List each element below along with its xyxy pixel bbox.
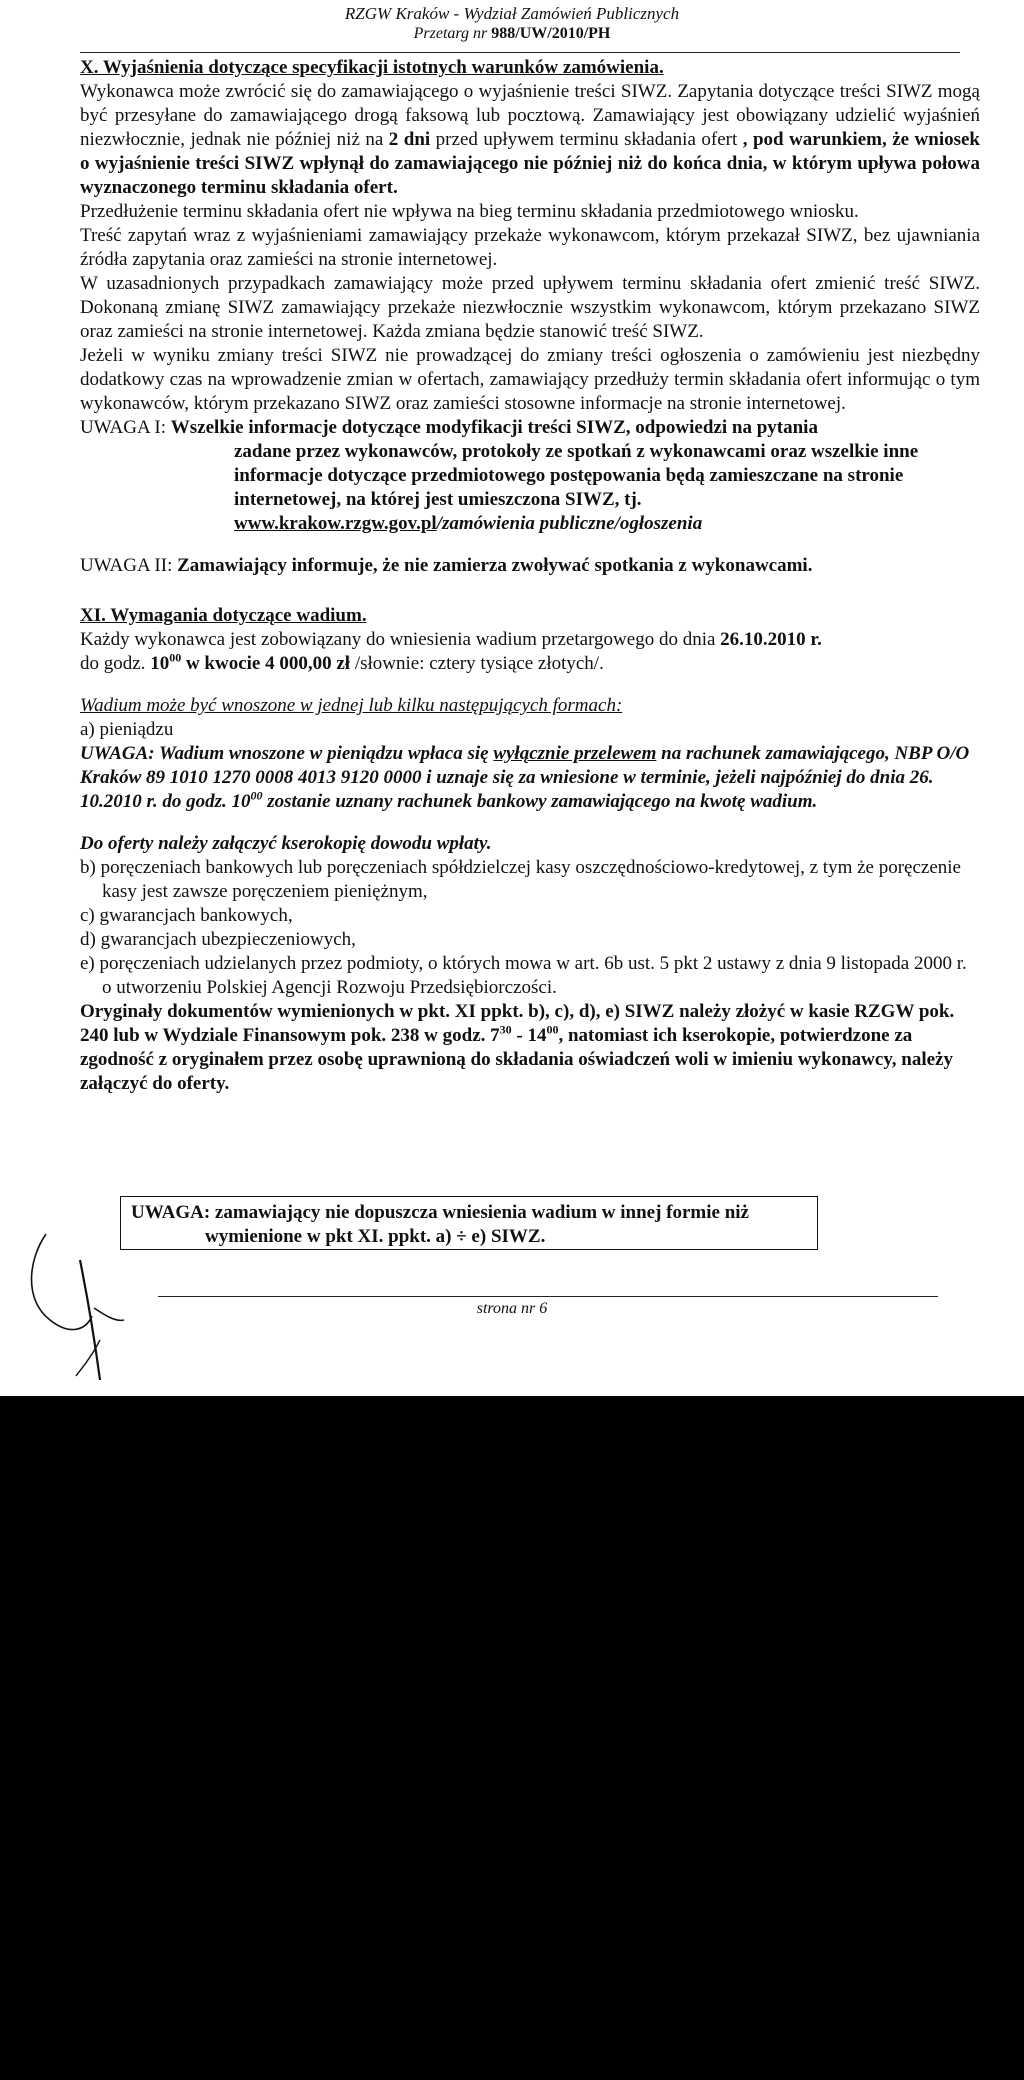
section-x-paragraph-3: Treść zapytań wraz z wyjaśnieniami zamawiający przekaże wykonawcom, którym przekazał SIWZ, bez ujawniania źródła zapytania oraz zamieści na stronie internetowej. bbox=[80, 225, 980, 270]
document-body bbox=[80, 56, 980, 1096]
website-link[interactable]: www.krakow.rzgw.gov.pl bbox=[234, 513, 437, 534]
form-item-b: b) poręczeniach bankowych lub poręczeniach spółdzielczej kasy oszczędnościowo-kredytowej, z tym że poręczenie kasy jest zawsze poręczeniem pieniężnym, bbox=[80, 857, 961, 902]
section-x-paragraph-1: Wykonawca może zwrócić się do zamawiającego o wyjaśnienie treści SIWZ. Zapytania dotyczące treści SIWZ mogą być przesyłane do zamawiającego drogą faksową lub pocztową. Zamawiający jest obowiązany udzielić wyjaśnień niezwłocznie, jednak nie później niż na 2 dni przed upływem terminu składania ofert , pod warunkiem, że wniosek o wyjaśnienie treści SIWZ wpłynął do zamawiającego nie później niż do końca dnia, w którym upływa połowa wyznaczonego terminu składania ofert. bbox=[80, 81, 981, 198]
header-institution: RZGW Kraków - Wydział Zamówień Publicznych bbox=[344, 4, 680, 23]
uwaga-wadium-cash: UWAGA: Wadium wnoszone w pieniądzu wpłaca się wyłącznie przelewem na rachunek zamawiającego, NBP O/O Kraków 89 1010 1270 0008 4013 9120 0000 i uznaje się za wniesione w terminie, jeżeli najpóźniej do dnia 26. 10.2010 r. do godz. $10^{00}$ zostanie uznany rachunek bankowy zamawiającego na kwotę wadium. bbox=[80, 743, 970, 812]
section-x-paragraph-4: W uzasadnionych przypadkach zamawiający może przed upływem terminu składania ofert zmienić treść SIWZ. Dokonaną zmianę SIWZ zamawiający przekaże niezwłocznie wszystkim wykonawcom, którym przekazano SIWZ oraz zamieści na stronie internetowej. Każda zmiana będzie stanowić treść SIWZ. bbox=[80, 273, 980, 342]
form-item-c: c) gwarancjach bankowych, bbox=[80, 905, 293, 926]
header-rule bbox=[80, 52, 960, 53]
uwaga-box-line-2: wymienione w pkt XI. ppkt. a) ÷ e) SIWZ. bbox=[205, 1226, 546, 1247]
section-x-paragraph-2: Przedłużenie terminu składania ofert nie wpływa na bieg terminu składania przedmiotowego wniosku. bbox=[80, 201, 859, 222]
form-item-e: e) poręczeniach udzielanych przez podmioty, o których mowa w art. 6b ust. 5 pkt 2 ustawy z dnia 9 listopada 2000 r. o utworzeniu Polskiej Agencji Rozwoju Przedsiębiorczości. bbox=[80, 953, 967, 998]
section-x-paragraph-5: Jeżeli w wyniku zmiany treści SIWZ nie prowadzącej do zmiany treści ogłoszenia o zamówieniu jest niezbędny dodatkowy czas na wprowadzenie zmian w ofertach, zamawiający przedłuży termin składania ofert informując o tym wykonawców, którym przekazano SIWZ oraz zamieści stosowne informacje na stronie internetowej. bbox=[80, 345, 980, 414]
running-header bbox=[0, 4, 1024, 44]
originals-paragraph: Oryginały dokumentów wymienionych w pkt. XI ppkt. b), c), d), e) SIWZ należy złożyć w kasie RZGW pok. 240 lub w Wydziale Finansowym pok. 238 w godz. $7^{30} - 14^{00}$, natomiast ich kserokopie, potwierdzone za zgodność z oryginałem przez osobę uprawnioną do składania oświadczeń woli w imieniu wykonawcy, należy załączyć do oferty. bbox=[80, 1001, 955, 1094]
page-number: strona nr 6 bbox=[476, 1300, 548, 1317]
uwaga-2: UWAGA II: Zamawiający informuje, że nie zamierza zwoływać spotkania z wykonawcami. bbox=[80, 555, 813, 576]
footer-rule bbox=[158, 1296, 938, 1297]
uwaga-box bbox=[120, 1196, 818, 1250]
uwaga-1-continued: zadane przez wykonawców, protokoły ze spotkań z wykonawcami oraz wszelkie inne informacje dotyczące przedmiotowego postępowania będą zamieszczane na stronie internetowej, na której jest umieszczona SIWZ, tj. bbox=[234, 441, 919, 510]
wadium-forms-intro: Wadium może być wnoszone w jednej lub kilku następujących formach: bbox=[80, 695, 623, 716]
form-item-a: a) pieniądzu bbox=[80, 719, 174, 740]
form-item-d: d) gwarancjach ubezpieczeniowych, bbox=[80, 929, 356, 950]
section-xi-heading: XI. Wymagania dotyczące wadium. bbox=[80, 605, 367, 626]
uwaga-box-line-1: UWAGA: zamawiający nie dopuszcza wniesienia wadium w innej formie niż bbox=[131, 1202, 749, 1223]
section-x-heading: X. Wyjaśnienia dotyczące specyfikacji istotnych warunków zamówienia. bbox=[80, 57, 664, 78]
uwaga-1: UWAGA I: Wszelkie informacje dotyczące modyfikacji treści SIWZ, odpowiedzi na pytania bbox=[80, 417, 818, 438]
uwaga-1-address: www.krakow.rzgw.gov.pl/zamówienia publiczne/ogłoszenia bbox=[234, 513, 703, 534]
section-xi-paragraph-1: Każdy wykonawca jest zobowiązany do wniesienia wadium przetargowego do dnia 26.10.2010 r. do godz. $10^{00}$ w kwocie 4 000,00 zł /słownie: cztery tysiące złotych/. bbox=[80, 629, 822, 674]
attach-proof: Do oferty należy załączyć kserokopię dowodu wpłaty. bbox=[80, 833, 492, 854]
header-tender-number: Przetarg nr 988/UW/2010/PH bbox=[413, 25, 611, 42]
